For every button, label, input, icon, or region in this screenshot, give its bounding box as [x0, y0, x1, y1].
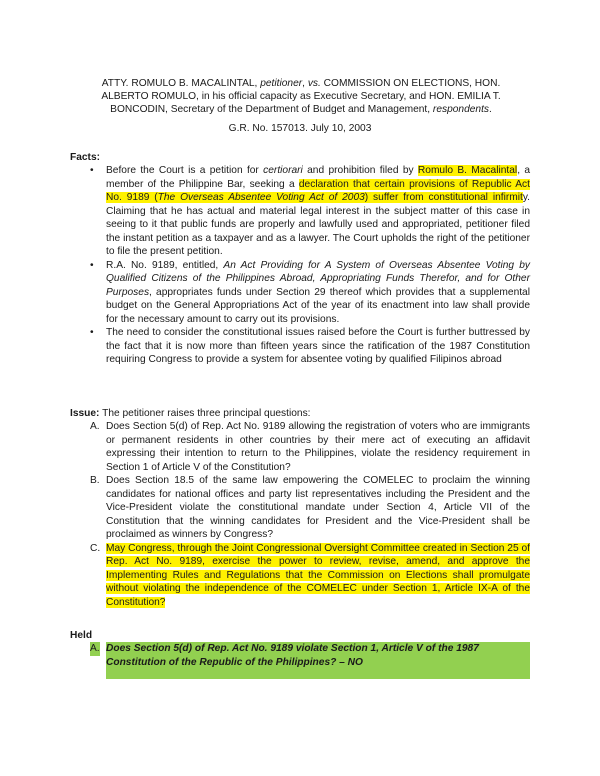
fact-1-highlight-infirmity: ) suffer from constitutional infirmit [364, 192, 523, 203]
issue-text: Does Section 5(d) of Rep. Act No. 9189 allowing the registration of voters who are immigrants or permanent residents in other countries by their mere act of executing an affidavit expressing their intention to return to the Philippines, violate the residency requirement in Section 1 of Article V of the Constitution? [106, 421, 530, 473]
fact-1-highlight-petitioner: Romulo B. Macalintal [417, 165, 518, 176]
case-number: G.R. No. 157013. July 10, 2003 [228, 123, 372, 134]
held-label: Held [70, 630, 93, 641]
facts-bullet-1 [90, 164, 530, 259]
issue-intro: The petitioner raises three principal questions: [99, 408, 311, 419]
fact-2-text-a: R.A. No. 9189, entitled, [106, 259, 224, 271]
facts-bullet-2 [90, 259, 530, 327]
facts-bullet-3: • The need to consider the constitutional issues raised before the Court is further buttressed by the fact that it is now more than fifteen years since the ratification of the 1987 Constitution requiring Congress to provide a system for absentee voting by qualified Filipinos abroad [90, 326, 530, 367]
fact-1-text-b: and prohibition filed by [302, 165, 418, 176]
issue-list [90, 420, 530, 609]
title-petitioner-name: ATTY. ROMULO B. MACALINTAL, [101, 78, 261, 89]
issue-label: Issue: [70, 408, 100, 419]
issue-item-a [90, 420, 530, 474]
issue-marker: B. [90, 475, 100, 486]
issue-section [70, 407, 311, 421]
fact-1-highlight-declaration: declaration that certain provisions of Republic Act No. 9189 ( [106, 178, 530, 203]
held-item-a [90, 642, 530, 679]
issue-marker: C. [90, 542, 101, 554]
held-question-highlighted: Does Section 5(d) of Rep. Act No. 9189 violate Section 1, Article V of the 1987 Constitution of the Republic of the Philippines? – NO [106, 642, 530, 679]
issue-item-c [90, 542, 530, 610]
fact-1-text-d: y. Claiming that he has actual and material legal interest in the subject matter of this case in seeing to it that public funds are properly and lawfully used and appropriated, petitioner filed the instant petition as a taxpayer and as a lawyer. The Court upholds the right of the petitioner to file the present petition. [106, 192, 530, 257]
fact-2-act-title: An Act Providing for A System of Overseas Absentee Voting by Qualified Citizens of the Philippines Abroad, Appropriating Funds Therefor, and for Other Purposes [106, 259, 530, 298]
fact-1-text-a: Before the Court is a petition for [106, 165, 264, 176]
fact-1-text-c: , a member of the Philippine Bar, seeking a [106, 165, 531, 190]
issue-text: Does Section 18.5 of the same law empowering the COMELEC to proclaim the winning candidates for national offices and party list representatives including the President and the Vice-President violate the constitutional mandate under Section 4, Article VII of the Constitution that the winning candidates for President and the Vice-President shall be proclaimed as winners by Congress? [106, 475, 530, 540]
issue-marker: A. [90, 421, 100, 432]
held-marker: A. [90, 643, 100, 654]
title-respondents-names: COMMISSION ON ELECTIONS, HON. ALBERTO ROMULO, in his official capacity as Executive Secretary, and HON. EMILIA T. BONCODIN, Secretary of the Department of Budget and Management, [101, 78, 501, 115]
title-separator: , [302, 78, 308, 89]
issue-item-b [90, 474, 530, 542]
fact-2-text-b: , appropriates funds under Section 29 thereof which provides that a supplemental budget on the General Appropriations Act of the year of its enactment into law shall provide for the necessary amount to carry out its provisions. [106, 286, 530, 325]
title-period: . [489, 104, 492, 115]
title-petitioner-role: petitioner [260, 78, 303, 89]
facts-label: Facts: [70, 152, 101, 163]
fact-1-certiorari: certiorari [263, 165, 303, 176]
title-respondents-role: respondents [432, 104, 489, 115]
title-versus: vs. [307, 78, 321, 89]
held-row [90, 642, 530, 679]
case-title [90, 77, 512, 116]
facts-list [90, 164, 530, 367]
issue-text-highlighted: May Congress, through the Joint Congressional Oversight Committee created in Section 25 of Rep. Act No. 9189, exercise the power to review, revise, amend, and approve the Implementing Rules and Regulations that the Commission on Elections shall promulgate without violating the independence of the COMELEC under Section 1, Article IX-A of the Constitution? [106, 542, 530, 608]
fact-1-highlight-act-name: The Overseas Absentee Voting Act of 2003 [157, 192, 365, 203]
